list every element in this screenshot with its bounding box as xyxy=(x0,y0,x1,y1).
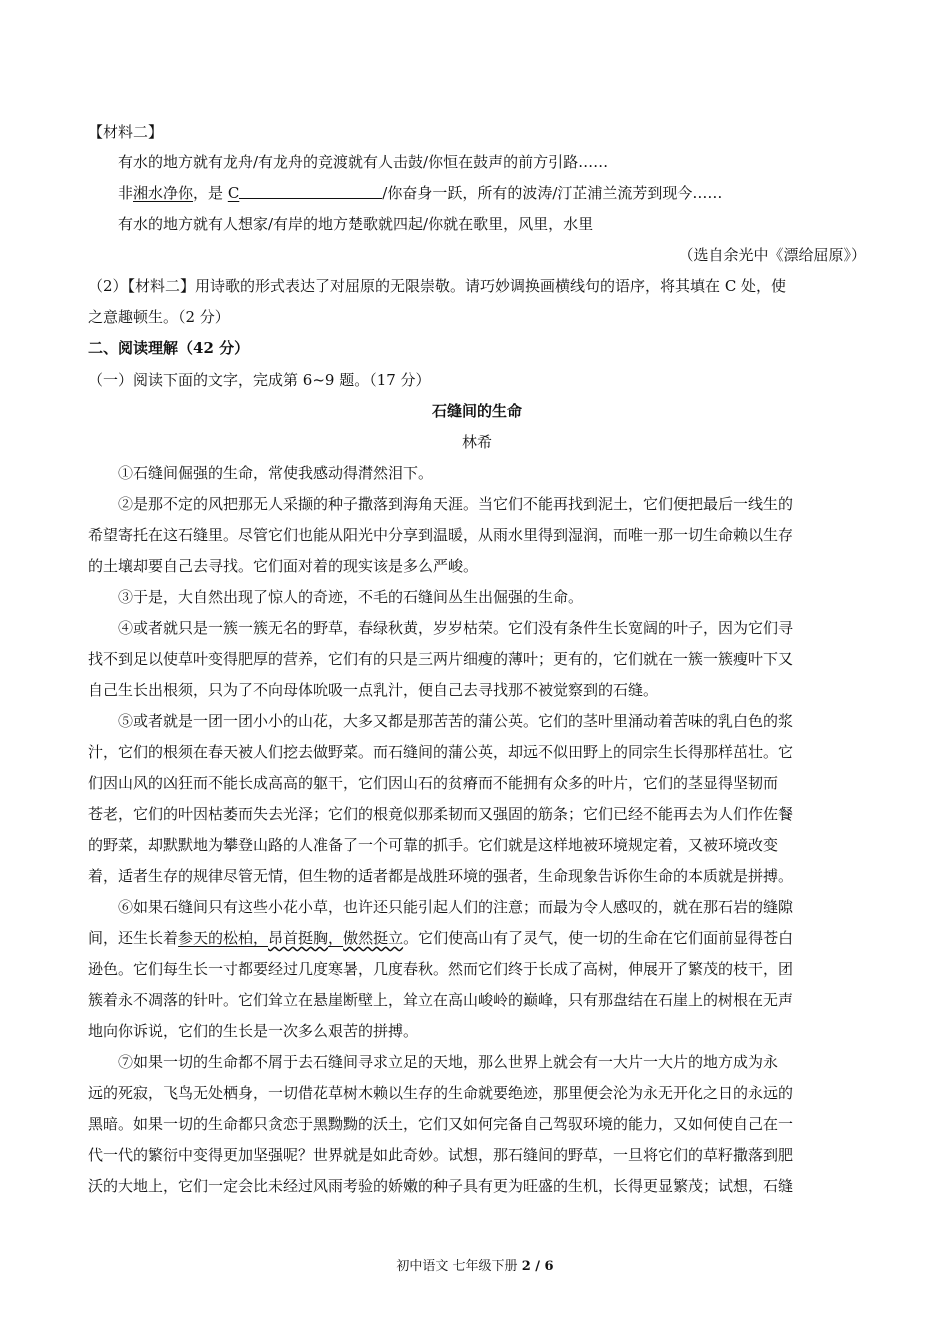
page-number: 2 / 6 xyxy=(521,1259,554,1274)
paragraph-line: 沃的大地上，它们一定会比未经过风雨考验的娇嫩的种子具有更为旺盛的生机，长得更显繁茂；试想，石缝 xyxy=(88,1177,794,1195)
paragraph-line: 的土壤却要自己去寻找。它们面对着的现实该是多么严峻。 xyxy=(88,557,479,575)
paragraph-line: ⑤或者就是一团一团小小的山花，大多又都是那苦苦的蒲公英。它们的茎叶里涌动着苦味的乳白色的浆 xyxy=(118,712,794,730)
paragraph-line-annotated xyxy=(88,928,866,948)
footer-text: 初中语文 七年级下册 xyxy=(396,1259,522,1274)
paragraph-line: 着，适者生存的规律尽管无情，但生物的适者都是战胜环境的强者，生命现象告诉你生命的本质就是拼搏。 xyxy=(88,867,794,885)
paragraph-line: ⑦如果一切的生命都不屑于去石缝间寻求立足的天地，那么世界上就会有一大片一大片的地方成为永 xyxy=(118,1053,779,1071)
paragraph-line: 们因山风的凶狂而不能长成高高的躯干，它们因山石的贫瘠而不能拥有众多的叶片，它们的茎显得坚韧而 xyxy=(88,774,779,792)
paragraph-line: 希望寄托在这石缝里。尽管它们也能从阳光中分享到温暖，从雨水里得到湿润，而唯一那一切生命赖以生存 xyxy=(88,526,794,544)
article-title: 石缝间的生命 xyxy=(431,402,522,420)
paragraph-text: 。它们使高山有了灵气，使一切的生命在它们面前显得苍白 xyxy=(403,929,794,947)
paragraph-text: 间，还生长着 xyxy=(88,929,179,947)
paragraph-line: ①石缝间倔强的生命，常使我感动得潸然泪下。 xyxy=(118,464,434,482)
poem-source: （选自余光中《漂给屈原》） xyxy=(678,246,866,264)
underlined-phrase: 湘水净你 xyxy=(133,184,194,202)
paragraph-line: 地向你诉说，它们的生长是一次多么艰苦的拼搏。 xyxy=(88,1022,419,1040)
paragraph-line: ②是那不定的风把那无人采撷的种子撒落到海角天涯。当它们不能再找到泥土，它们便把最后一线生的 xyxy=(118,495,794,513)
question-text: （2）【材料二】用诗歌的形式表达了对屈原的无限崇敬。请巧妙调换画横线句的语序，将其填在 C 处，使 xyxy=(88,277,787,295)
paragraph-line: 逊色。它们每生长一寸都要经过几度寒暑，几度春秋。然而它们终于长成了高树，伸展开了繁茂的枝干，团 xyxy=(88,960,794,978)
paragraph-line: 的野菜，却默默地为攀登山路的人准备了一个可靠的抓手。它们就是这样地被环境规定着，又被环境改变 xyxy=(88,836,779,854)
material-heading: 【材料二】 xyxy=(88,123,164,141)
underlined-phrase: 参天的松柏， xyxy=(178,929,269,947)
article-author: 林希 xyxy=(461,433,492,451)
poem-line-with-blank xyxy=(118,183,866,203)
paragraph-line: ④或者就只是一簇一簇无名的野草，春绿秋黄，岁岁枯荣。它们没有条件生长宽阔的叶子，因为它们寻 xyxy=(118,619,794,637)
blank-label: C xyxy=(227,184,240,202)
paragraph-line: 苍老，它们的叶因枯萎而失去光泽；它们的根竟似那柔韧而又强固的筋条；它们已经不能再去为人们作佐餐 xyxy=(88,805,794,823)
paragraph-line: ⑥如果石缝间只有这些小花小草，也许还只能引起人们的注意；而最为令人感叹的，就在那石岩的缝隙 xyxy=(118,898,794,916)
poem-text: 非 xyxy=(118,184,134,202)
paragraph-line: 找不到足以使草叶变得肥厚的营养，它们有的只是三两片细瘦的薄叶；更有的，它们就在一簇一簇瘦叶下又 xyxy=(88,650,794,668)
page-footer xyxy=(0,1255,950,1274)
underlined-phrase: ， xyxy=(328,929,344,947)
poem-text: ，是 xyxy=(193,184,228,202)
part-intro: （一）阅读下面的文字，完成第 6~9 题。（17 分） xyxy=(88,371,431,389)
wavy-underlined-phrase: 昂首挺胸 xyxy=(268,929,329,947)
paragraph-line: 黑暗。如果一切的生命都只贪恋于黑黝黝的沃土，它们又如何完备自己驾驭环境的能力，又如何使自己在一 xyxy=(88,1115,794,1133)
wavy-underlined-phrase: 傲然挺立 xyxy=(343,929,404,947)
poem-text: /你奋身一跃，所有的波涛/汀芷浦兰流芳到现今…… xyxy=(382,184,723,202)
paragraph-line: ③于是，大自然出现了惊人的奇迹，不毛的石缝间丛生出倔强的生命。 xyxy=(118,588,584,606)
paragraph-line: 簇着永不凋落的针叶。它们耸立在悬崖断壁上，耸立在高山峻岭的巅峰，只有那盘结在石崖上的树根在无声 xyxy=(88,991,794,1009)
paragraph-line: 代一代的繁衍中变得更加坚强呢？世界就是如此奇妙。试想，那石缝间的野草，一旦将它们的草籽撒落到肥 xyxy=(88,1146,794,1164)
question-text: 之意趣顿生。（2 分） xyxy=(88,308,230,326)
paragraph-line: 汁，它们的根须在春天被人们挖去做野菜。而石缝间的蒲公英，却远不似田野上的同宗生长得那样茁壮。它 xyxy=(88,743,794,761)
poem-line: 有水的地方就有龙舟/有龙舟的竞渡就有人击鼓/你恒在鼓声的前方引路…… xyxy=(118,153,609,171)
fill-in-blank xyxy=(239,184,382,199)
paragraph-line: 自己生长出根须，只为了不向母体吮吸一点乳汁，便自己去寻找那不被觉察到的石缝。 xyxy=(88,681,659,699)
paragraph-line: 远的死寂，飞鸟无处栖身，一切借花草树木赖以生存的生命就要绝迹，那里便会沦为永无开化之日的永远的 xyxy=(88,1084,794,1102)
section-heading: 二、阅读理解（42 分） xyxy=(88,339,250,357)
poem-line: 有水的地方就有人想家/有岸的地方楚歌就四起/你就在歌里，风里，水里 xyxy=(118,215,594,233)
